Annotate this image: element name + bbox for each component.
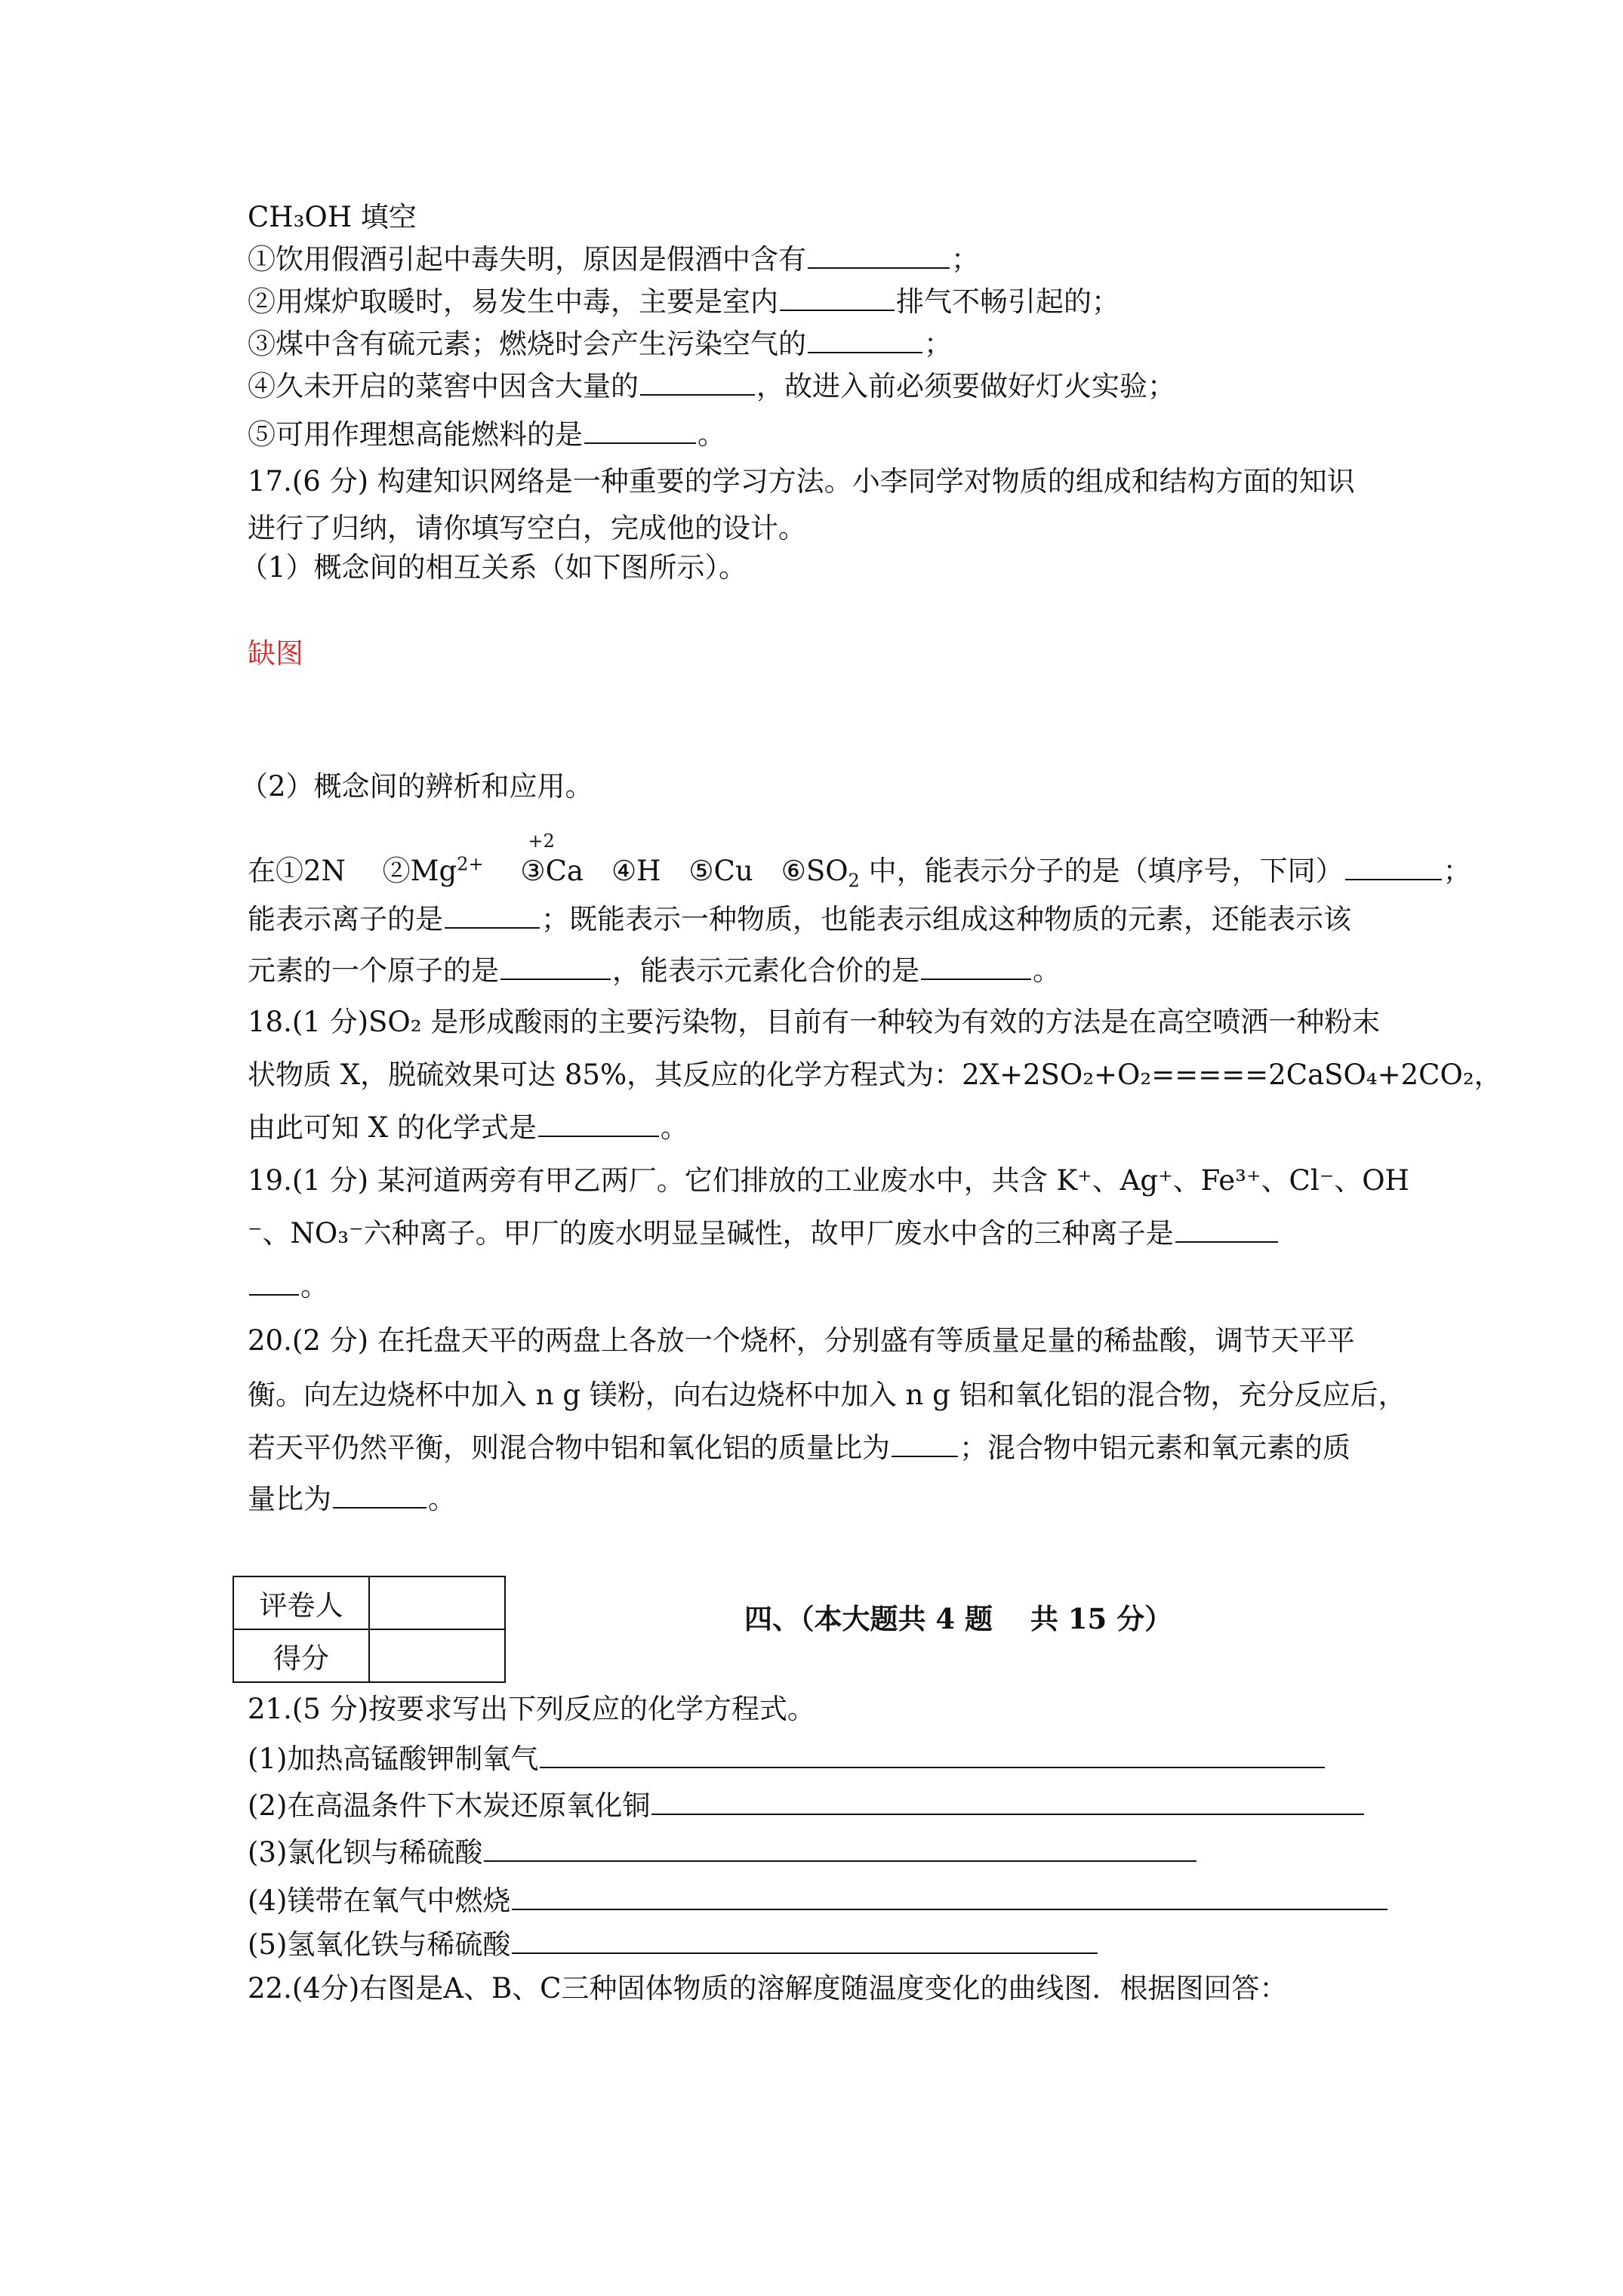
q21-item-2: (2)在高温条件下木炭还原氧化铜: [248, 1788, 1366, 1824]
q19-line-3: 。: [248, 1268, 328, 1305]
answer-blank[interactable]: [1175, 1216, 1278, 1243]
score-label: 得分: [233, 1629, 369, 1682]
q21-item-1: (1)加热高锰酸钾制氧气: [248, 1741, 1326, 1777]
q18-line-1: 18.(1 分)SO₂ 是形成酸雨的主要污染物，目前有一种较为有效的方法是在高空喷洒一种粉末: [248, 1006, 1381, 1038]
q17-line-2: 进行了归纳，请你填写空白，完成他的设计。: [248, 512, 806, 544]
missing-figure-label: 缺图: [248, 637, 303, 670]
answer-blank[interactable]: [249, 1268, 299, 1296]
section-4-title: 四、（本大题共 4 题 共 15 分）: [744, 1602, 1173, 1635]
q17-element-line: 元素的一个原子的是 ，能表示元素化合价的是 。: [248, 954, 1061, 987]
answer-line[interactable]: [484, 1835, 1196, 1862]
q17-line-1: 17.(6 分) 构建知识网络是一种重要的学习方法。小李同学对物质的组成和结构方面的知识: [248, 465, 1355, 498]
q19-line-1: 19.(1 分) 某河道两旁有甲乙两厂。它们排放的工业废水中，共含 K⁺、Ag⁺、Fe³⁺、Cl⁻、OH: [248, 1164, 1409, 1197]
grader-label: 评卷人: [233, 1576, 369, 1629]
q17-part-1: （1）概念间的相互关系（如下图所示）。: [240, 551, 747, 584]
answer-blank[interactable]: [921, 953, 1031, 980]
score-cell[interactable]: [369, 1629, 505, 1682]
answer-blank[interactable]: [584, 417, 696, 444]
q21-item-4: (4)镁带在氧气中燃烧: [248, 1883, 1389, 1919]
answer-blank[interactable]: [808, 326, 922, 353]
answer-blank[interactable]: [445, 901, 540, 929]
q17-part-2: （2）概念间的辨析和应用。: [240, 770, 593, 803]
answer-line[interactable]: [512, 1927, 1098, 1954]
q16-item-3: ③煤中含有硫元素；燃烧时会产生污染空气的 ；: [248, 328, 952, 360]
answer-blank[interactable]: [1345, 853, 1442, 880]
q21-title: 21.(5 分)按要求写出下列反应的化学方程式。: [248, 1693, 816, 1725]
answer-line[interactable]: [512, 1883, 1387, 1910]
q16-item-1: ①饮用假酒引起中毒失明，原因是假酒中含有 ；: [248, 243, 979, 276]
q18-line-3: 由此可知 X 的化学式是 。: [248, 1111, 688, 1144]
q16-item-5: ⑤可用作理想高能燃料的是 。: [248, 418, 725, 451]
q20-line-1: 20.(2 分) 在托盘天平的两盘上各放一个烧杯，分别盛有等质量足量的稀盐酸，调节天平平: [248, 1324, 1355, 1357]
q16-header: CH₃OH 填空: [248, 201, 417, 233]
answer-line[interactable]: [651, 1788, 1364, 1815]
q17-symbols-line: 在①2N $②Mg^{2+}$ +2 ③Ca ④H ⑤Cu $⑥SO_2$ 中，能表示分子的是（填序号，下同） ；: [248, 831, 1471, 892]
q17-ion-line: 能表示离子的是 ；既能表示一种物质，也能表示组成这种物质的元素，还能表示该: [248, 903, 1351, 935]
answer-blank[interactable]: [892, 1430, 958, 1457]
answer-blank[interactable]: [500, 953, 611, 980]
q20-line-4: 量比为 。: [248, 1483, 456, 1515]
answer-blank[interactable]: [780, 284, 895, 311]
ca-valence: +2 ③Ca ④H ⑤Cu ⑥SO: [520, 831, 848, 887]
q16-item-4: ④久未开启的菜窖中因含大量的 ，故进入前必须要做好灯火实验；: [248, 370, 1175, 402]
q16-item-2: ②用煤炉取暖时，易发生中毒，主要是室内 排气不畅引起的；: [248, 285, 1119, 318]
score-table: [233, 1576, 506, 1683]
answer-line[interactable]: [540, 1741, 1325, 1768]
q22-title: 22.(4分)右图是A、B、C三种固体物质的溶解度随温度变化的曲线图．根据图回答：: [248, 1972, 1288, 2005]
grader-cell[interactable]: [369, 1576, 505, 1629]
q19-line-2: ⁻、NO₃⁻六种离子。甲厂的废水明显呈碱性，故甲厂废水中含的三种离子是: [248, 1216, 1280, 1252]
answer-blank[interactable]: [333, 1481, 427, 1509]
q20-line-3: 若天平仍然平衡，则混合物中铝和氧化铝的质量比为 ；混合物中铝元素和氧元素的质: [248, 1432, 1350, 1464]
q20-line-2: 衡。向左边烧杯中加入 n g 镁粉，向右边烧杯中加入 n g 铝和氧化铝的混合物，充分反应后，: [248, 1379, 1406, 1411]
q21-item-5: (5)氢氧化铁与稀硫酸: [248, 1927, 1099, 1963]
q18-line-2: 状物质 X，脱硫效果可达 85%，其反应的化学方程式为：2X+2SO₂+O₂=====2CaSO₄+2CO₂，: [248, 1059, 1502, 1091]
answer-blank[interactable]: [538, 1110, 659, 1137]
q21-item-3: (3)氯化钡与稀硫酸: [248, 1835, 1198, 1871]
answer-blank[interactable]: [640, 368, 755, 396]
answer-blank[interactable]: [808, 242, 950, 269]
